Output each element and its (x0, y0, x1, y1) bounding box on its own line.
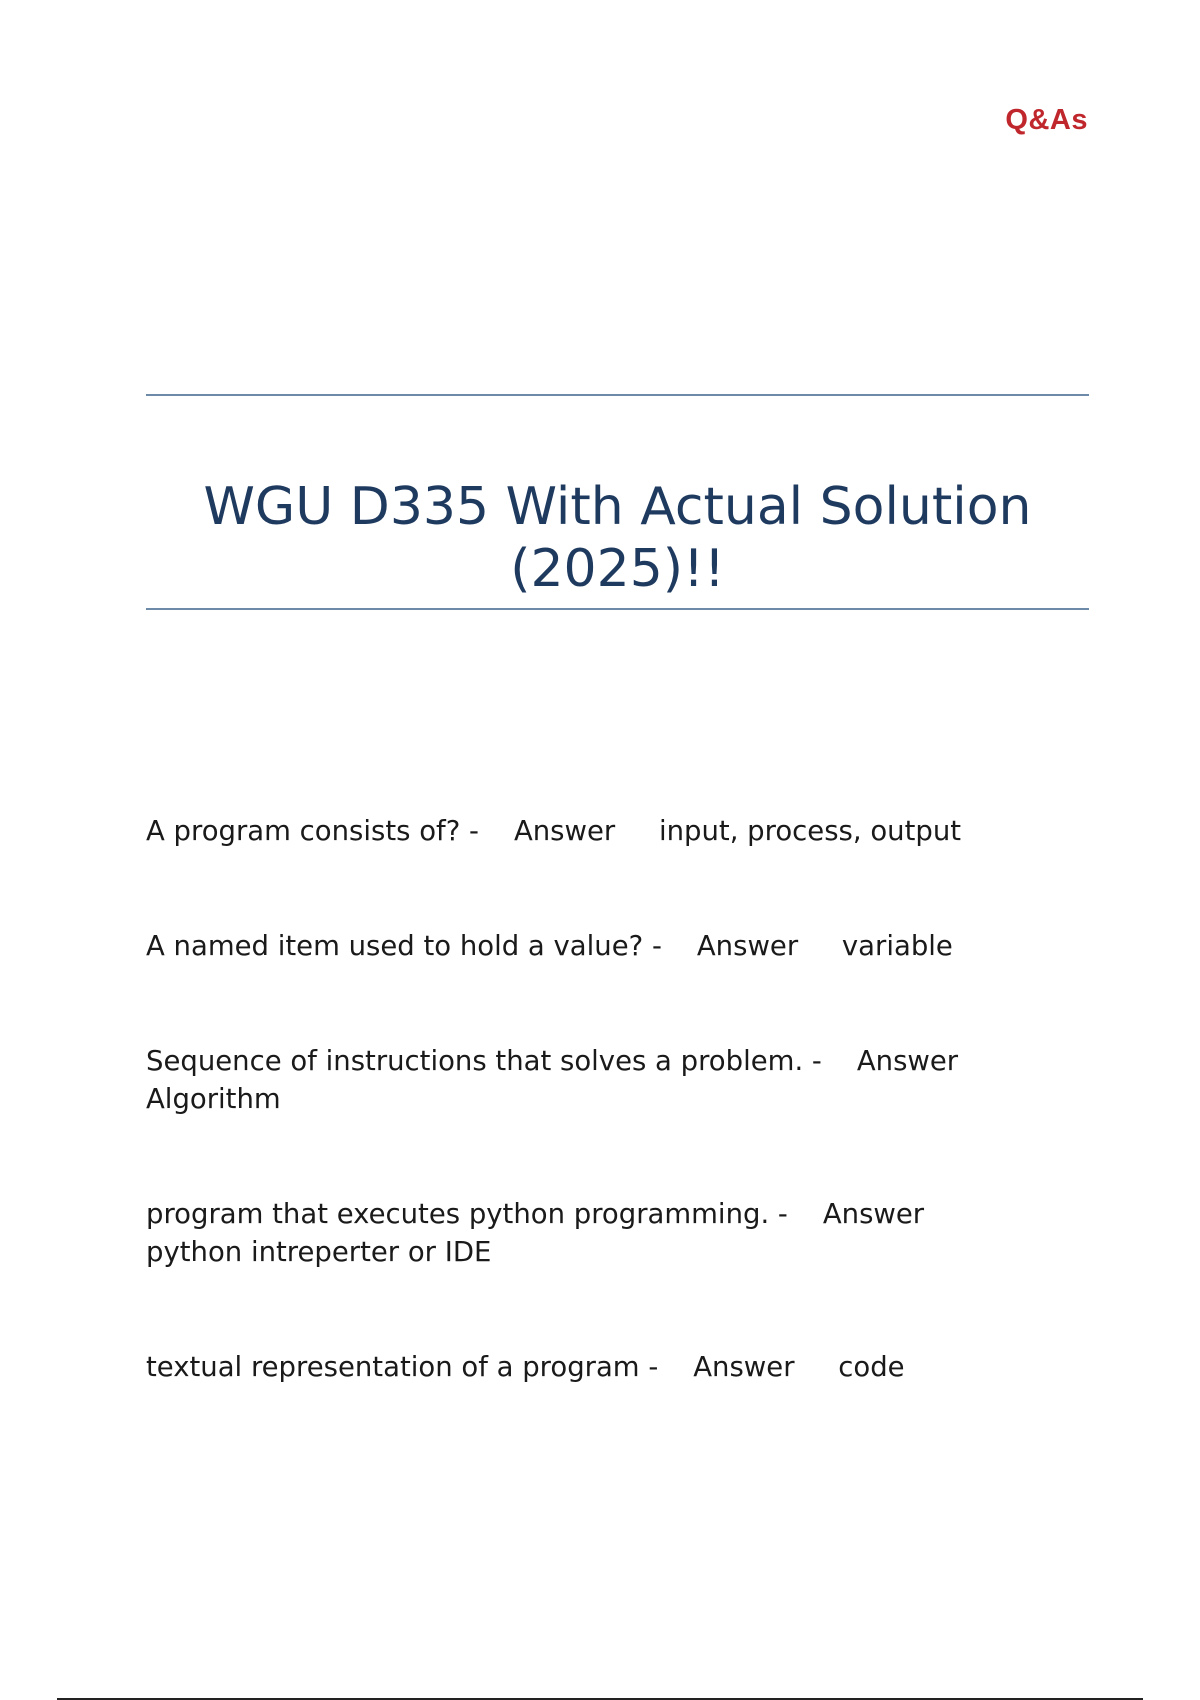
title-rule-top (146, 394, 1089, 396)
qa-answer-label: Answer (693, 1351, 795, 1383)
qa-question: program that executes python programming. - (146, 1198, 788, 1230)
qa-item (146, 812, 1046, 850)
qa-item (146, 1042, 1046, 1118)
qa-list (146, 812, 1046, 1463)
qa-answer: code (838, 1351, 905, 1383)
qa-answer-label: Answer (696, 930, 799, 962)
qa-answer-label: Answer (822, 1198, 925, 1230)
document-title-line2: (2025)!! (510, 539, 725, 599)
qa-question: A program consists of? - (146, 815, 479, 847)
document-title (146, 476, 1089, 600)
qa-answer: Algorithm (146, 1083, 281, 1115)
qa-question: Sequence of instructions that solves a problem. - (146, 1045, 822, 1077)
qa-item (146, 1348, 1046, 1386)
qa-item (146, 927, 1046, 965)
qa-answer-label: Answer (513, 815, 616, 847)
qa-answer: input, process, output (658, 815, 962, 847)
qa-item (146, 1195, 1046, 1271)
qa-answer: variable (841, 930, 953, 962)
qa-question: textual representation of a program - (146, 1351, 659, 1383)
title-rule-bottom (146, 608, 1089, 610)
qa-answer: python intreperter or IDE (146, 1236, 492, 1268)
header-tag: Q&As (1005, 104, 1088, 136)
document-title-line1: WGU D335 With Actual Solution (203, 477, 1032, 537)
qa-question: A named item used to hold a value? - (146, 930, 662, 962)
qa-answer-label: Answer (856, 1045, 959, 1077)
